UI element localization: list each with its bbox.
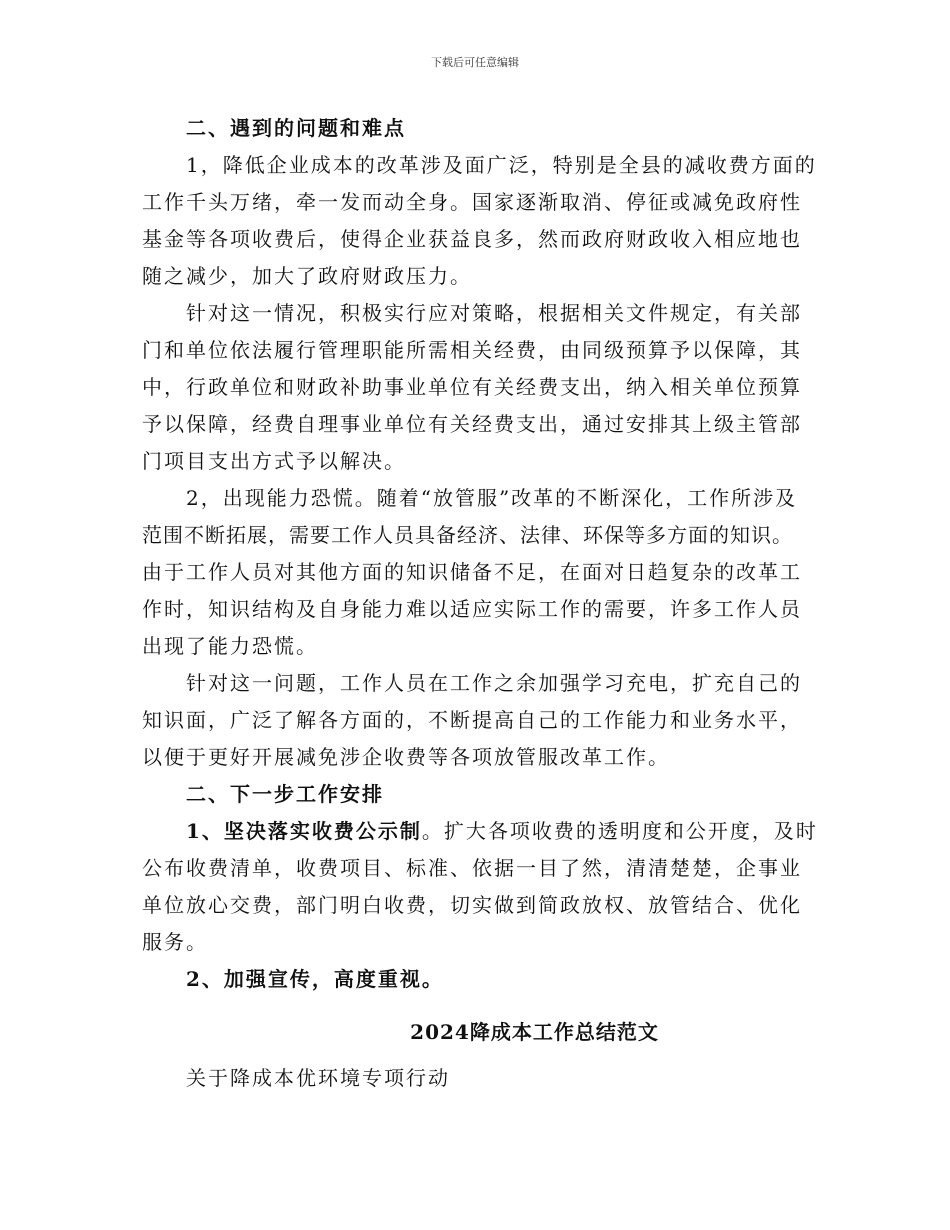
paragraph-line: 作时，知识结构及自身能力难以适应实际工作的需要，许多工作人员 — [142, 597, 802, 621]
section-heading-next-steps: 二、下一步工作安排 — [186, 782, 384, 806]
item-heading: 2、加强宣传，高度重视。 — [186, 967, 444, 991]
item-heading: 1、坚决落实收费公示制 — [186, 819, 422, 843]
item-text: 。扩大各项收费的透明度和公开度，及时 — [421, 819, 818, 843]
paragraph-line: 予以保障，经费自理事业单位有关经费支出，通过安排其上级主管部 — [142, 412, 802, 436]
subtitle-line: 关于降成本优环境专项行动 — [186, 1066, 450, 1090]
paragraph-line: 单位放心交费，部门明白收费，切实做到简政放权、放管结合、优化 — [142, 893, 802, 917]
paragraph-line: 公布收费清单，收费项目、标准、依据一目了然，清清楚楚，企事业 — [142, 856, 802, 880]
paragraph-line: 服务。 — [142, 930, 208, 954]
paragraph-line: 知识面，广泛了解各方面的，不断提高自己的工作能力和业务水平， — [142, 708, 802, 732]
document-body — [142, 110, 822, 1097]
document-title: 2024降成本工作总结范文 — [410, 1020, 659, 1044]
paragraph-line: 工作千头万绪，牵一发而动全身。国家逐渐取消、停征或减免政府性 — [142, 190, 802, 214]
paragraph-line: 针对这一情况，积极实行应对策略，根据相关文件规定，有关部 — [186, 301, 802, 325]
paragraph-line: 随之减少，加大了政府财政压力。 — [142, 264, 472, 288]
paragraph-line: 中，行政单位和财政补助事业单位有关经费支出，纳入相关单位预算 — [142, 375, 802, 399]
paragraph-line — [142, 813, 822, 850]
paragraph-line: 2，出现能力恐慌。随着“放管服”改革的不断深化，工作所涉及 — [186, 486, 798, 510]
paragraph-line: 以便于更好开展减免涉企收费等各项放管服改革工作。 — [142, 745, 670, 769]
page-header: 下载后可任意编辑 — [431, 56, 519, 69]
paragraph-line: 1，降低企业成本的改革涉及面广泛，特别是全县的减收费方面的 — [186, 153, 817, 177]
paragraph-line: 门和单位依法履行管理职能所需相关经费，由同级预算予以保障，其 — [142, 338, 802, 362]
paragraph-line: 针对这一问题，工作人员在工作之余加强学习充电，扩充自己的 — [186, 671, 802, 695]
paragraph-line: 基金等各项收费后，使得企业获益良多，然而政府财政收入相应地也 — [142, 227, 802, 251]
section-heading-problems: 二、遇到的问题和难点 — [186, 116, 406, 140]
paragraph-line: 由于工作人员对其他方面的知识储备不足，在面对日趋复杂的改革工 — [142, 560, 802, 584]
paragraph-line: 范围不断拓展，需要工作人员具备经济、法律、环保等多方面的知识。 — [142, 523, 793, 547]
paragraph-line: 出现了能力恐慌。 — [142, 634, 318, 658]
paragraph-line: 门项目支出方式予以解决。 — [142, 449, 406, 473]
